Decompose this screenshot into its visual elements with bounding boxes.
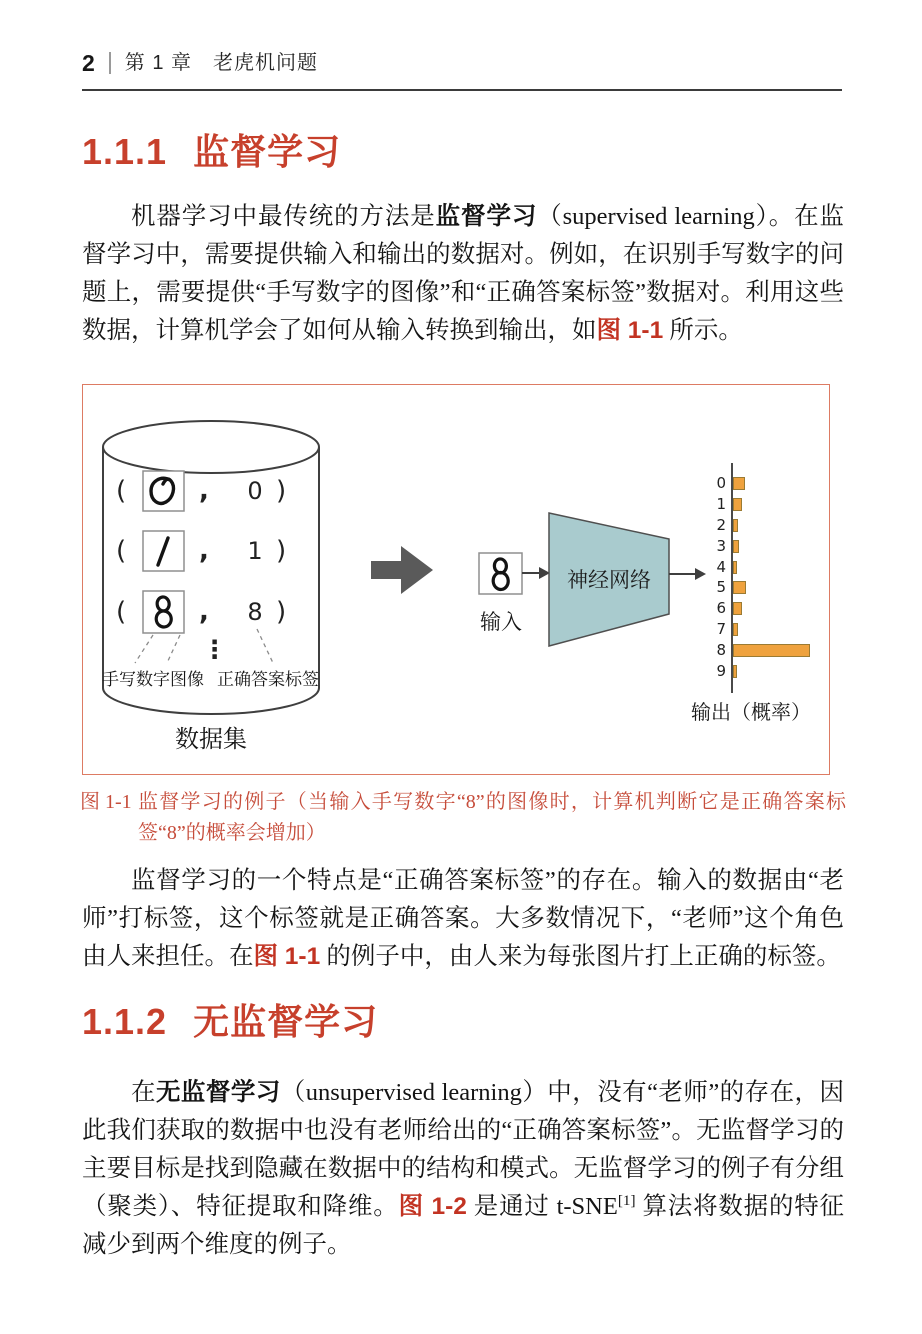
section-title: 无监督学习 <box>193 1001 379 1042</box>
chart-tick-label: 0 <box>716 474 726 492</box>
term-unsupervised-learning: 无监督学习 <box>155 1079 281 1106</box>
probability-bar <box>733 540 739 553</box>
chart-tick-label: 1 <box>716 494 726 513</box>
data-pair-row <box>116 471 316 511</box>
paragraph-supervised-intro <box>82 198 844 350</box>
probability-bar <box>733 561 737 574</box>
data-pair-row <box>116 531 316 571</box>
probability-bar <box>733 665 737 678</box>
data-pair-row <box>116 592 316 632</box>
chart-tick-label: 7 <box>716 620 726 639</box>
figure-1-1 <box>82 384 830 775</box>
paragraph-unsupervised-intro <box>82 1074 844 1264</box>
body-text: 算法将数据的特征减少到两个维度的例子。 <box>82 1193 845 1258</box>
body-text: 是通过 t-SNE <box>466 1193 618 1220</box>
chart-bar-row <box>733 557 810 578</box>
chart-tick-label: 4 <box>716 557 726 576</box>
chart-tick-label: 2 <box>716 515 726 534</box>
paragraph-teacher-label <box>82 862 844 976</box>
ellipsis-vertical: ⋮ <box>202 635 227 664</box>
body-text: 的例子中，由人来为每张图片打上正确的标签。 <box>320 943 841 970</box>
chart-bar-row <box>733 577 810 598</box>
body-text: （supervised learning）。在监督学习中，需要提供输入和输出的数据对。例如，在识别手写数字的问题上，需要提供“手写数字的图像”和“正确答案标签”数据对。利用这些数据，计算机学会了如何从输入转换到输出，如 <box>82 203 844 344</box>
chart-tick-label: 9 <box>716 662 726 681</box>
pair-label: 1 <box>247 537 263 565</box>
pair-comma: , <box>199 536 209 566</box>
figure-reference-1-1[interactable]: 图 1-1 <box>253 943 321 970</box>
chart-bar-row <box>733 661 810 682</box>
chart-bar-row <box>733 473 810 494</box>
input-label: 输入 <box>480 611 522 634</box>
body-text: （unsupervised learning）中，没有“老师”的存在，因此我们获取的数据中也没有老师给出的“正确答案标签”。无监督学习的主要目标是找到隐藏在数据中的结构和模式。无监督学习的例子有分组（聚类）、特征提取和降维。 <box>82 1079 845 1220</box>
section-number: 1.1.1 <box>82 131 168 172</box>
body-text: 机器学习中最传统的方法是 <box>131 203 436 230</box>
figure-reference-1-2[interactable]: 图 1-2 <box>398 1193 467 1220</box>
page-header <box>82 50 842 91</box>
paren-close: ) <box>276 536 287 566</box>
probability-bar <box>733 602 742 615</box>
section-number: 1.1.2 <box>82 1001 168 1042</box>
probability-bar <box>733 498 742 511</box>
probability-bar <box>733 581 746 594</box>
output-label: 输出（概率） <box>691 702 811 724</box>
pair-comma: , <box>199 597 209 627</box>
header-divider <box>109 52 111 74</box>
body-text: 所示。 <box>663 317 743 344</box>
chart-tick-label: 6 <box>716 599 726 618</box>
neural-network-label: 神经网络 <box>567 569 651 592</box>
probability-bar <box>733 519 738 532</box>
page-number: 2 <box>82 50 95 76</box>
caption-label: 图 1-1 <box>80 791 132 813</box>
term-supervised-learning: 监督学习 <box>435 203 538 230</box>
chart-tick-label: 3 <box>716 536 726 555</box>
pair-label: 8 <box>247 598 263 626</box>
paren-open: ( <box>116 536 127 566</box>
flow-arrow-icon <box>371 546 433 594</box>
section-heading-1-1-2 <box>82 1002 844 1042</box>
chart-bar-row <box>733 515 810 536</box>
section-heading-1-1-1 <box>82 132 844 172</box>
output-chart-rows <box>731 473 810 682</box>
chart-bar-row <box>733 494 810 515</box>
paren-open: ( <box>116 597 127 627</box>
footnote-reference-1[interactable]: [1] <box>617 1191 636 1209</box>
pair-comma: , <box>199 476 209 506</box>
probability-bar <box>733 477 745 490</box>
figure-caption-1-1 <box>80 787 846 849</box>
dataset-label: 数据集 <box>175 726 247 753</box>
paren-open: ( <box>116 476 127 506</box>
pair-label: 0 <box>247 477 263 505</box>
caption-text: 监督学习的例子（当输入手写数字“8”的图像时，计算机判断它是正确答案标签“8”的概率会增加） <box>138 791 846 844</box>
connector-network-output <box>669 568 706 580</box>
output-probability-chart <box>711 473 810 682</box>
chart-bar-row <box>733 640 810 661</box>
figure-reference-1-1[interactable]: 图 1-1 <box>596 317 664 344</box>
probability-bar <box>733 623 738 636</box>
chart-bar-row <box>733 619 810 640</box>
paren-close: ) <box>276 476 287 506</box>
chart-bar-row <box>733 536 810 557</box>
chart-tick-label: 5 <box>716 578 726 597</box>
body-text: 监督学习的一个特点是“正确答案标签”的存在。输入的数据由“老师”打标签，这个标签就是正确答案。大多数情况下，“老师”这个角色由人来担任。在 <box>82 867 844 970</box>
section-title: 监督学习 <box>193 131 342 172</box>
chart-bar-row <box>733 598 810 619</box>
body-text: 在 <box>131 1079 156 1106</box>
connector-input-network <box>522 567 550 579</box>
paren-close: ) <box>276 597 287 627</box>
annotation-handwritten-image: 手写数字图像 <box>102 670 204 689</box>
output-chart-labels <box>711 473 731 682</box>
chapter-title: 第 1 章 老虎机问题 <box>124 52 319 74</box>
probability-bar <box>733 644 810 657</box>
annotation-answer-label: 正确答案标签 <box>217 670 319 689</box>
chart-tick-label: 8 <box>716 641 726 660</box>
